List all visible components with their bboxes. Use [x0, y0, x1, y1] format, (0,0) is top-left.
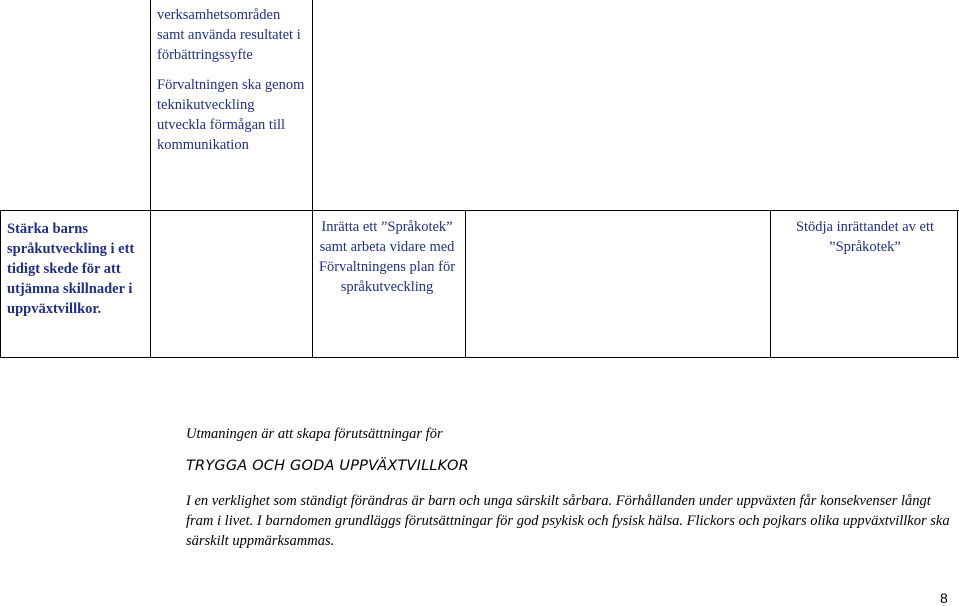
table-border-col3	[465, 210, 466, 358]
table-cell-goal: Stärka barns språkutveckling i ett tidigt skede för att utjämna skillnader i uppväxtvillkor.	[7, 221, 135, 317]
footer-heading: TRYGGA OCH GODA UPPVÄXTVILLKOR	[186, 458, 469, 474]
table-cell-support: Stödja inrättandet av ett ”Språkotek”	[795, 219, 935, 255]
table-cell-activity: Inrätta ett ”Språkotek” samt arbeta vidare med Förvaltningens plan för språkutveckling	[318, 219, 456, 295]
table-cell-top-col2	[157, 5, 307, 155]
footer-body-text: I en verklighet som ständigt förändras är barn och unga särskilt sårbara. Förhållanden under uppväxten får konsekvenser långt fram i livet. I barndomen grundläggs förutsättningar för god psykisk och fysisk hälsa. Flickors och pojkars olika uppväxtvillkor ska särskilt uppmärksammas.	[186, 493, 950, 549]
table-border-row-separator	[0, 210, 959, 211]
cell-paragraph-results: verksamhetsområden samt använda resultatet i förbättringssyfte	[157, 7, 301, 63]
table-border-col1	[150, 210, 151, 358]
table-border-top-row-right	[312, 0, 313, 210]
page-number: 8	[940, 590, 948, 606]
table-border-left-outer	[0, 210, 1, 358]
cell-paragraph-communication: Förvaltningen ska genom teknikutveckling utveckla förmågan till kommunikation	[157, 77, 305, 153]
footer-intro-text: Utmaningen är att skapa förutsättningar för	[186, 426, 443, 442]
table-border-bottom	[0, 357, 959, 358]
table-border-top-row-left	[150, 0, 151, 210]
